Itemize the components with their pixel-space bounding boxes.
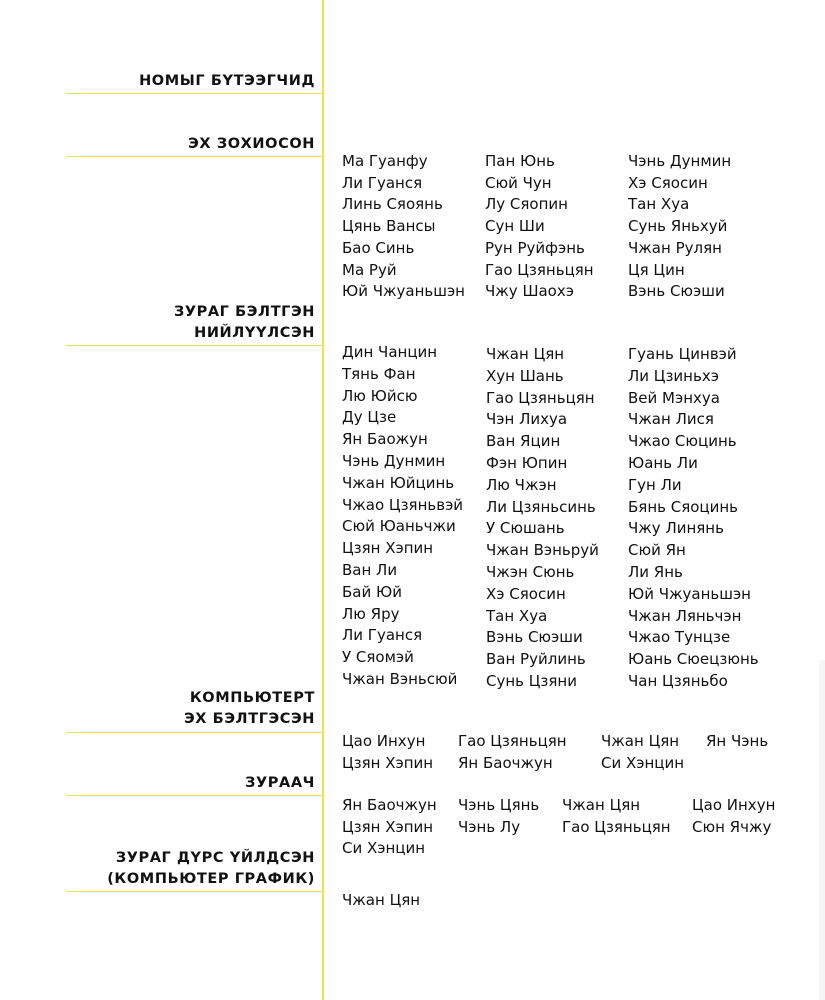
name-entry: Цянь Вансы [342,217,436,236]
name-entry: Ду Цзе [342,408,397,427]
illustration-editors-col-3 [628,344,759,693]
computer-prep-col-1 [342,731,433,774]
name-entry: Ли Цзиньхэ [628,366,719,385]
name-entry: Чэнь Дунмин [342,451,446,470]
name-entry: Чжан Цян [601,732,680,750]
name-entry: Цао Инхун [342,732,426,750]
heading-authors: ЭХ ЗОХИОСОН [188,136,315,152]
name-entry: Тянь Фан [342,364,416,383]
name-entry: Чжан Ляньчэн [628,606,742,625]
name-entry: Бянь Сяоцинь [628,497,739,516]
name-entry: Си Хэнцин [342,839,426,857]
name-entry: Сунь Цзяни [486,671,577,690]
name-entry: Чэнь Цянь [458,796,540,814]
name-entry: Чжао Сюцинь [628,432,737,451]
name-entry: Ян Баожун [342,430,428,449]
name-entry: Чжу Линянь [628,519,724,538]
name-entry: Тан Хуа [486,606,548,625]
name-entry: Чжан Цян [562,796,641,814]
name-entry: Сун Ши [485,217,545,236]
name-entry: Цзян Хэпин [342,539,434,558]
heading-computer-graphics: ЗУРАГ ДҮРС ҮЙЛДСЭН (КОМПЬЮТЕР ГРАФИК) [107,850,315,887]
heading-illustrator: ЗУРААЧ [245,775,315,791]
name-entry: Вэнь Сюэши [486,628,583,647]
name-entry: Вэнь Сюэши [628,282,725,301]
computer-prep-col-2 [458,731,567,774]
name-entry: Лю Чжэн [486,475,557,494]
name-entry: Дин Чанцин [342,343,438,361]
name-entry: Сюй Ян [628,541,686,560]
heading-illustration-editors: ЗУРАГ БЭЛТГЭН НИЙЛҮҮЛСЭН [173,304,315,341]
name-entry: У Сяомэй [342,648,414,667]
name-entry: Юй Чжуаньшэн [628,584,751,603]
name-entry: Хэ Сяосин [486,584,566,603]
name-entry: Гао Цзяньцян [458,732,567,750]
divider-authors [66,156,322,157]
heading-publishers: НОМЫГ БҮТЭЭГЧИД [139,73,315,89]
divider-illustrator [66,795,322,796]
name-entry: Цзян Хэпин [342,817,434,836]
name-entry: Цзян Хэпин [342,753,434,772]
name-entry: Ця Цин [628,260,685,279]
name-entry: Чжу Шаохэ [485,282,574,301]
name-entry: Юань Ли [628,453,698,472]
name-entry: Вей Мэнхуа [628,388,720,407]
illustration-editors-col-1 [342,342,463,691]
name-entry: У Сюшань [486,519,565,538]
name-entry: Ли Гуанся [342,626,423,645]
name-entry: Пан Юнь [485,152,555,170]
name-entry: Ли Янь [628,562,683,581]
page-edge-shadow [819,660,825,1000]
heading-computer-prep: КОМПЬЮТЕРТ ЭХ БЭЛТГЭСЭН [184,690,315,727]
name-entry: Цао Инхун [692,796,776,814]
name-entry: Бай Юй [342,582,402,601]
name-entry: Гуань Цинвэй [628,345,737,363]
name-entry: Сюй Чун [485,173,552,192]
name-entry: Хун Шань [486,366,564,385]
computer-graphics-col-1 [342,890,420,912]
name-entry: Гао Цзяньцян [485,260,594,279]
computer-prep-col-4 [706,731,768,753]
name-entry: Лю Яру [342,604,400,623]
name-entry: Рун Руйфэнь [485,238,585,257]
illustrator-col-3 [562,795,671,838]
name-entry: Гао Цзяньцян [486,388,595,407]
authors-col-3 [628,151,731,303]
name-entry: Чжао Тунцзе [628,628,731,647]
name-entry: Чжан Цян [342,891,421,909]
name-entry: Чжан Вэньруй [486,541,599,560]
authors-col-1 [342,151,465,303]
name-entry: Чжан Лися [628,410,714,429]
name-entry: Чэнь Лу [458,817,521,836]
name-entry: Чжан Рулян [628,238,722,257]
authors-col-2 [485,151,594,303]
divider-computer-graphics [66,891,322,892]
name-entry: Сюй Юаньчжи [342,517,456,536]
divider-computer-prep [66,732,322,733]
name-entry: Линь Сяоянь [342,195,443,214]
computer-prep-col-3 [601,731,684,774]
name-entry: Ян Баочжун [458,753,553,772]
name-entry: Сунь Яньхуй [628,217,728,236]
name-entry: Гун Ли [628,475,682,494]
name-entry: Чжао Цзяньвэй [342,495,464,514]
divider-publishers [66,93,322,94]
name-entry: Чжан Цян [486,345,565,363]
name-entry: Лу Сяопин [485,195,568,214]
divider-illustration-editors [66,345,322,346]
name-entry: Ван Яцин [486,432,561,451]
name-entry: Си Хэнцин [601,753,685,772]
name-entry: Ян Баочжун [342,796,437,814]
name-entry: Ма Руй [342,260,397,279]
name-entry: Ван Ли [342,560,398,579]
name-entry: Лю Юйсю [342,386,418,405]
name-entry: Чжан Юйцинь [342,473,455,492]
name-entry: Ли Цзяньсинь [486,497,596,516]
name-entry: Чэн Лихуа [486,410,568,429]
illustrator-col-4 [692,795,775,838]
name-entry: Хэ Сяосин [628,173,708,192]
illustration-editors-col-2 [486,344,599,693]
name-entry: Чжан Вэньсюй [342,669,458,688]
name-entry: Гао Цзяньцян [562,817,671,836]
name-entry: Ван Руйлинь [486,650,586,669]
illustrator-col-1 [342,795,437,860]
name-entry: Ян Чэнь [706,732,769,750]
name-entry: Сюн Ячжу [692,817,772,836]
name-entry: Чэнь Дунмин [628,152,732,170]
name-entry: Ма Гуанфу [342,152,428,170]
name-entry: Бао Синь [342,238,415,257]
illustrator-col-2 [458,795,539,838]
name-entry: Ли Гуанся [342,173,423,192]
name-entry: Юй Чжуаньшэн [342,282,465,301]
name-entry: Чжэн Сюнь [486,562,575,581]
name-entry: Фэн Юпин [486,453,568,472]
name-entry: Юань Сюецзюнь [628,650,759,669]
name-entry: Чан Цзяньбо [628,671,728,690]
vertical-divider [322,0,324,1000]
name-entry: Тан Хуа [628,195,690,214]
